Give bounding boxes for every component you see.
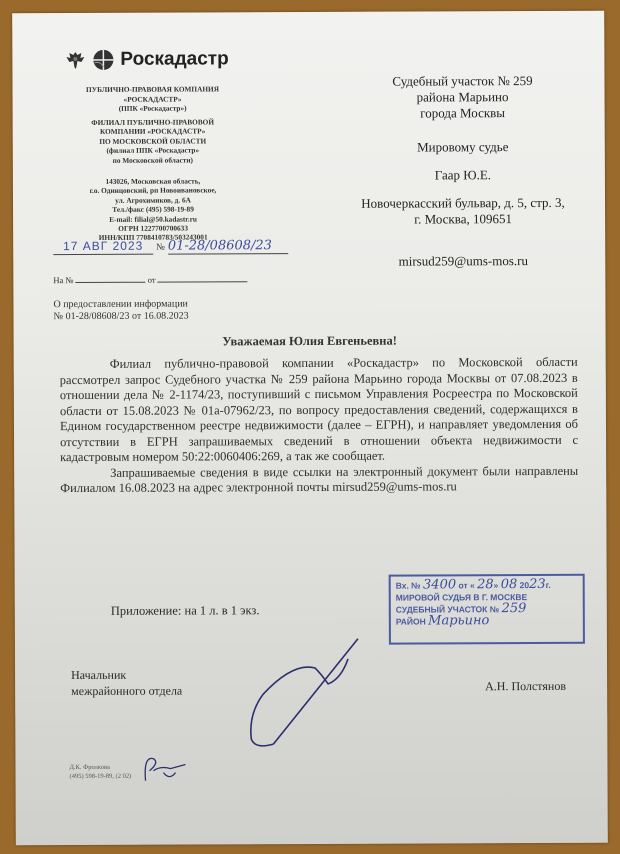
stamp-court-line: МИРОВОЙ СУДЬЯ В Г. МОСКВЕ [395, 592, 528, 603]
executor-initials-signature [135, 751, 195, 791]
date-stamp: 17 АВГ 2023 [63, 238, 144, 254]
recipient-block [352, 73, 573, 270]
greeting: Уважаемая Юлия Евгеньевна! [222, 333, 397, 349]
stamp-year-prefix: 20 [519, 580, 530, 591]
roskadastr-globe-icon [92, 49, 114, 71]
letterhead-logo [64, 48, 228, 71]
branch-line: по Московской области) [112, 155, 194, 165]
court-line: Судебный участок № 259 [392, 73, 533, 89]
stamp-in-number: 3400 [422, 577, 457, 593]
branch-line: ПО МОСКОВСКОЙ ОБЛАСТИ [99, 135, 207, 146]
stamp-from-label: от « [458, 580, 475, 591]
executor-info [69, 764, 131, 781]
org-line: (ППК «Роскадастр») [118, 103, 187, 113]
branch-line: (филиал ППК «Роскадастр» [106, 145, 200, 155]
signatory-title-line: межрайонного отдела [71, 683, 183, 699]
address-line: 143026, Московская область, [105, 176, 201, 186]
stamp-section-label: СУДЕБНЫЙ УЧАСТОК № [395, 604, 500, 615]
executor-name: Д.К. Фролкова [69, 763, 110, 772]
recipient-address: г. Москва, 109651 [414, 211, 512, 227]
stamp-district-value: Марьино [428, 613, 490, 629]
org-line: «РОСКАДАСТР» [123, 94, 182, 104]
recipient-address: Новочеркасский бульвар, д. 5, стр. 3, [361, 194, 565, 211]
letter-page [12, 11, 608, 846]
in-reply-line [53, 274, 247, 285]
court-line: города Москвы [420, 105, 506, 121]
outgoing-number: 01-28/08608/23 [167, 238, 272, 254]
stamp-in-label: Вх. № [395, 580, 421, 591]
stamp-section-value: 259 [501, 601, 527, 617]
brand-name: Роскадастр [120, 48, 229, 70]
incoming-stamp: Вх. № 3400 от « 28» 08 2023г. МИРОВОЙ СУДЬЯ В Г. МОСКВЕ СУДЕБНЫЙ УЧАСТОК № 259 РАЙОН Марьино [389, 574, 585, 645]
inn-kpp: ИНН/КПП 7708410783/503243001 [98, 232, 208, 243]
executor-phone: (495) 598-19-89, (2 02) [69, 772, 132, 780]
address-line: г.о. Одинцовский, рп Новоивановское, [89, 185, 217, 196]
stamp-month: 08 [500, 577, 518, 593]
emblem-eagle-icon [64, 49, 86, 71]
phone-fax: Тел./факс (495) 598-19-89 [112, 204, 194, 215]
stamp-year: 23 [529, 576, 546, 593]
recipient-email: mirsud259@ums-mos.ru [398, 253, 528, 269]
branch-line: КОМПАНИИ «РОСКАДАСТР» [99, 126, 206, 136]
ogrn: ОГРН 1227700700633 [118, 223, 189, 233]
stamp-day: 28 [477, 577, 494, 593]
body-paragraph: Филиал публично-правовой компании «Роскадастр» по Московской области рассмотрел запрос Судебного участка № 259 района Марьино города Москвы от 07.08.2023 в отношении дела № 2-1174/23, поступивший с письмом Управления Росреестра по Московской области от 15.08.2023 № 01а-07962/23, по вопросу предоставления сведений, содержащихся в Едином государственном реестре недвижимости (далее – ЕГРН), и направляет уведомления об отсутствии в ЕГРН запрашиваемых сведений в отношении объекта недвижимости с кадастровым номером 50:22:0060406:269, а так же сообщает. [59, 354, 579, 465]
appendix-note: Приложение: на 1 л. в 1 экз. [110, 603, 260, 618]
subject [53, 299, 188, 324]
recipient-name: Гаар Ю.Е. [434, 167, 492, 183]
stamp-year-end: г. [545, 579, 551, 590]
recipient-role: Мировому судье [417, 139, 509, 155]
organization-block [53, 84, 253, 169]
signatory-title-line: Начальник [71, 667, 127, 683]
branch-line: ФИЛИАЛ ПУБЛИЧНО-ПРАВОВОЙ [91, 116, 215, 127]
signatory-title [71, 667, 182, 699]
signatory-name: А.Н. Полстянов [485, 678, 567, 694]
registration-line [53, 238, 288, 255]
in-reply-label: На № [53, 275, 74, 286]
stamp-district-label: РАЙОН [395, 616, 426, 627]
address-block [53, 176, 253, 243]
handwritten-signature [233, 634, 374, 755]
org-line: ПУБЛИЧНО-ПРАВОВАЯ КОМПАНИЯ [86, 84, 220, 94]
court-line: района Марьино [416, 89, 509, 105]
from-label: от [147, 274, 156, 285]
letter-body [60, 355, 579, 497]
number-label: № [156, 241, 165, 252]
subject-line: О предоставлении информации [53, 298, 188, 311]
address-line: ул. Агрохимиков, д. 6А [115, 195, 191, 205]
subject-number: № 01-28/08608/23 от 16.08.2023 [53, 310, 189, 323]
body-paragraph: Запрашиваемые сведения в виде ссылки на электронный документ были направлены Филиалом 16.08.2023 на адрес электронной почты mirsud259@ums-mos.ru [60, 463, 579, 496]
email: E-mail: filial@50.kadastr.ru [109, 214, 198, 224]
